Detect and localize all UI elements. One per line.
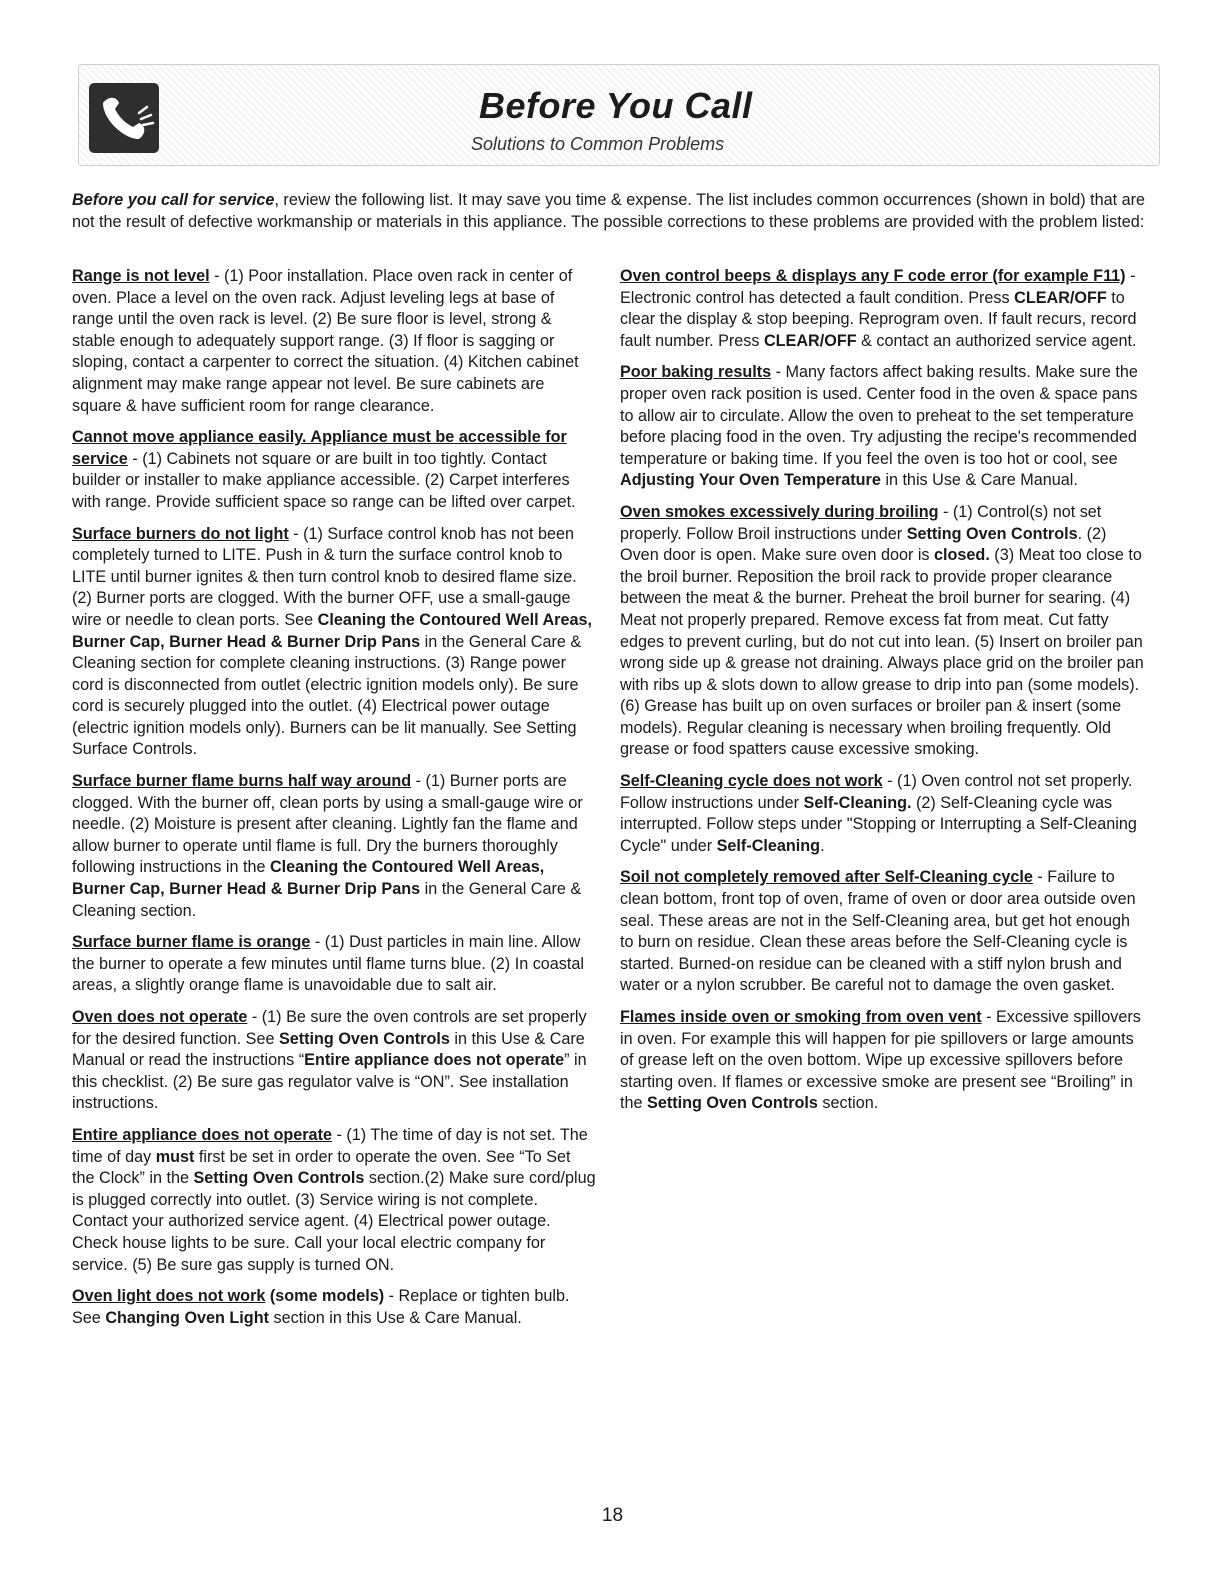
problem-emphasis: Self-Cleaning	[716, 836, 821, 855]
problem-heading: Surface burner flame burns half way around	[72, 772, 412, 791]
problem-text: in this Use & Care Manual.	[880, 471, 1078, 490]
problem-self-clean-not-work	[620, 771, 1145, 857]
problem-text: section in this Use & Care Manual.	[268, 1308, 522, 1327]
problem-text: - Many factors affect baking results. Make sure the proper oven rack position is used. Center food in the oven & space pans to allow air to circulate. Allow the oven to preheat to the set temperature before placing food in the oven. Try adjusting the recipe's recommended temperature or baking time. If you feel the oven is too hot or cool, see	[620, 363, 1138, 468]
problem-soil-not-removed	[620, 867, 1145, 997]
problem-text: - (1) Burner ports are clogged. With the burner off, clean ports by using a small-gauge wire or needle. (2) Moisture is present after cleaning. Lightly fan the flame and allow burner to operate until flame is full. Dry the burners thoroughly following instructions in the	[72, 772, 583, 877]
problem-text: . (2) Oven door is open. Make sure oven door is	[620, 524, 1107, 565]
problem-text: in the General Care & Cleaning section.	[72, 880, 582, 920]
problem-heading: Surface burners do not light	[72, 524, 289, 543]
problem-text: to clear the display & stop beeping. Reprogram oven. If fault recurs, record fault number. Press	[620, 288, 1137, 350]
problem-emphasis: CLEAR/OFF	[1014, 288, 1107, 307]
problem-emphasis: CLEAR/OFF	[763, 331, 857, 350]
problem-text: - (1) Control(s) not set properly. Follow Broil instructions under	[620, 502, 1102, 543]
problem-burners-not-light	[72, 524, 597, 762]
problem-emphasis: Setting Oven Controls	[906, 524, 1078, 543]
telephone-icon	[89, 83, 159, 153]
problem-text: - (1) Be sure the oven controls are set properly for the desired function. See	[72, 1008, 587, 1048]
problem-text: ” in this checklist. (2) Be sure gas regulator valve is “ON”. See installation instructions.	[72, 1051, 587, 1113]
problem-oven-light	[72, 1286, 597, 1329]
problem-emphasis: Setting Oven Controls	[193, 1169, 365, 1188]
problem-emphasis: closed.	[934, 546, 990, 565]
problem-text: section.	[817, 1094, 879, 1113]
problem-entire-not-operate	[72, 1125, 597, 1276]
problem-flame-halfway	[72, 771, 597, 922]
problem-emphasis: Cleaning the Contoured Well Areas, Burner Cap, Burner Head & Burner Drip Pans	[72, 858, 545, 899]
intro-text: , review the following list. It may save you time & expense. The list includes common occurrences (shown in bold) that are not the result of defective workmanship or materials in this appliance. The possible corrections to these problems are provided with the problem listed:	[72, 191, 1146, 231]
problem-heading: Oven light does not work	[72, 1287, 266, 1306]
problem-heading: Oven does not operate	[72, 1008, 248, 1026]
problem-text: .	[820, 836, 825, 855]
problem-emphasis: Changing Oven Light	[105, 1308, 269, 1327]
problem-heading: Entire appliance does not operate	[72, 1125, 332, 1144]
problem-heading: Poor baking results	[620, 363, 772, 382]
page-header	[78, 64, 1160, 166]
problem-text: first be set in order to operate the oven. See “To Set the Clock” in the	[72, 1147, 571, 1188]
intro-paragraph	[72, 190, 1152, 233]
problem-text: - (1) Cabinets not square or are built in too tightly. Contact builder or installer to make appliance accessible. (2) Carpet interferes with range. Provide sufficient space so range can be lifted over carpet.	[72, 449, 576, 511]
problem-text: - Failure to clean bottom, front top of oven, frame of oven or door area outside oven seal. These areas are not in the Self-Cleaning area, but get hot enough to burn on residue. Clean these areas before the Self-Cleaning cycle is started. Burned-on residue can be cleaned with a stiff nylon brush and water or a nylon scrubber. Be careful not to damage the oven gasket.	[620, 868, 1136, 995]
page-title: Before You Call	[479, 85, 753, 126]
problem-f-code	[620, 266, 1145, 352]
problem-heading: Surface burner flame is orange	[72, 933, 311, 952]
problem-heading: Cannot move appliance easily. Appliance must be accessible for service	[72, 428, 567, 468]
problem-text: - Replace or tighten bulb. See	[72, 1287, 570, 1327]
problem-text: - (1) Poor installation. Place oven rack in center of oven. Place a level on the oven rack. Adjust leveling legs at base of range until the oven rack is level. (2) Be sure floor is level, strong & stable enough to adequately support range. (3) If floor is sagging or sloping, contact a carpenter to correct the situation. (4) Kitchen cabinet alignment may make range appear not level. Be sure cabinets are square & have sufficient room for range clearance.	[72, 267, 579, 415]
problem-text: - (1) Oven control not set properly. Follow instructions under	[620, 772, 1133, 812]
problem-heading: Oven control beeps & displays any F code error (for example F11)	[620, 267, 1126, 285]
problem-text: - Electronic control has detected a fault condition. Press	[620, 267, 1136, 307]
problem-text: - (1) The time of day is not set. The time of day	[72, 1125, 588, 1166]
problem-emphasis: Entire appliance does not operate	[304, 1051, 565, 1070]
left-column	[72, 266, 597, 1339]
problem-text: in the General Care & Cleaning section for complete cleaning instructions. (3) Range power cord is disconnected from outlet (electric ignition models only). Be sure cord is securely plugged into the outlet. (4) Electrical power outage (electric ignition models only). Burners can be lit manually. See Setting Surface Controls.	[72, 632, 582, 759]
problem-text: section.(2) Make sure cord/plug is plugged correctly into outlet. (3) Service wiring is not complete. Contact your authorized service agent. (4) Electrical power outage. Check house lights to be sure. Call your local electric company for service. (5) Be sure gas supply is turned ON.	[72, 1169, 596, 1274]
intro-lead: Before you call for service	[72, 191, 275, 209]
problem-emphasis: Self-Cleaning.	[803, 793, 912, 812]
problem-text: (3) Meat too close to the broil burner. Reposition the broil rack to provide proper clearance between the meat & the burner. Preheat the broil burner for searing. (4) Meat not properly prepared. Remove excess fat from meat. Cut fatty edges to prevent curling, but do not cut into lean. (5) Insert on broiler pan wrong side up & grease not draining. Always place grid on the broiler pan with ribs up & slots down to allow grease to drip into pan (some models). (6) Grease has built up on oven surfaces or broiler pan & insert (some models). Regular cleaning is necessary when broiling frequently. Old grease or food spatters cause excessive smoking.	[620, 546, 1144, 759]
problem-heading: Oven smokes excessively during broiling	[620, 502, 939, 521]
problem-emphasis: Setting Oven Controls	[647, 1094, 818, 1113]
problem-text: in this Use & Care Manual or read the instructions “	[72, 1029, 585, 1070]
problem-heading: Range is not level	[72, 267, 210, 285]
problem-text: (2) Self-Cleaning cycle was interrupted. Follow steps under "Stopping or Interrupting a Self-Cleaning Cycle" under	[620, 793, 1137, 855]
problem-range-not-level	[72, 266, 597, 417]
problem-smokes-broiling	[620, 502, 1145, 761]
problem-flames-vent	[620, 1007, 1145, 1115]
right-column	[620, 266, 1145, 1125]
problem-text: - Excessive spillovers in oven. For example this will happen for pie spillovers or large amounts of grease left on the oven bottom. Wipe up excessive spillovers before starting oven. If flames or excessive smoke are present see “Broiling” in the	[620, 1008, 1141, 1113]
page-number: 18	[601, 1505, 624, 1526]
problem-oven-not-operate	[72, 1007, 597, 1115]
problem-text: - (1) Surface control knob has not been completely turned to LITE. Push in & turn the surface control knob to LITE until burner ignites & then turn control knob to desired flame size. (2) Burner ports are clogged. With the burner OFF, use a small-gauge wire or needle to clean ports. See	[72, 524, 577, 629]
problem-heading: Flames inside oven or smoking from oven vent	[620, 1008, 982, 1026]
problem-poor-baking	[620, 362, 1145, 492]
page-subtitle: Solutions to Common Problems	[471, 134, 725, 154]
problem-cannot-move	[72, 427, 597, 513]
problem-text: - (1) Dust particles in main line. Allow the burner to operate a few minutes until flame turns blue. (2) In coastal areas, a slightly orange flame is unavoidable due to salt air.	[72, 933, 584, 995]
problem-flame-orange	[72, 932, 597, 997]
problem-heading: Self-Cleaning cycle does not work	[620, 772, 883, 791]
problem-heading: Soil not completely removed after Self-Cleaning cycle	[620, 868, 1033, 887]
problem-emphasis: must	[155, 1147, 195, 1166]
problem-emphasis: (some models)	[265, 1287, 385, 1306]
problem-text: & contact an authorized service agent.	[856, 331, 1137, 350]
problem-emphasis: Cleaning the Contoured Well Areas, Burner Cap, Burner Head & Burner Drip Pans	[72, 610, 592, 651]
problem-emphasis: Adjusting Your Oven Temperature	[620, 471, 881, 490]
problem-emphasis: Setting Oven Controls	[278, 1029, 450, 1048]
